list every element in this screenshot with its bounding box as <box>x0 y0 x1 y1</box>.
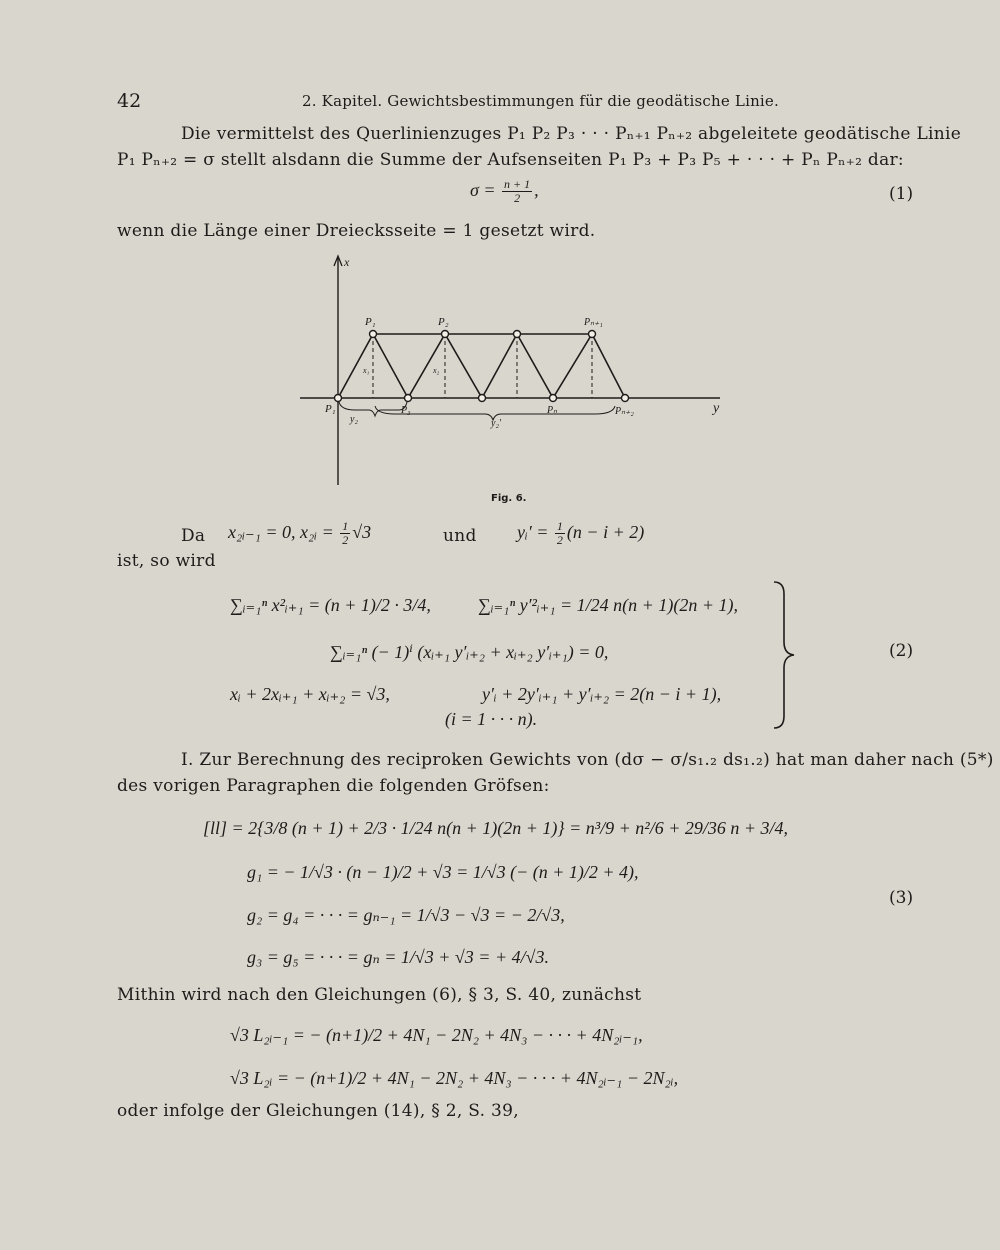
eq2-sum-x: ∑ᵢ₌₁ⁿ x²ᵢ₊₁ = (n + 1)/2 · 3/4, <box>230 595 431 615</box>
fig-label-y2-prime: y₂′ <box>491 418 502 429</box>
paragraph-1-line-2: P₁ Pₙ₊₂ = σ stellt alsdann die Summe der Aufsenseiten P₁ P₃ + P₃ P₅ + · · · + Pₙ Pₙ₊₂ dar: <box>117 150 904 170</box>
paragraph-3-da: Da <box>181 526 206 546</box>
paragraph-2: wenn die Länge einer Dreiecksseite = 1 gesetzt wird. <box>117 221 596 241</box>
fig-label-pn2: Pₙ₊₂ <box>615 406 634 417</box>
fig-label-x1: x₁ <box>363 366 370 375</box>
paragraph-4-line-1: I. Zur Berechnung des reciproken Gewichts von (dσ − σ/s₁.₂ ds₁.₂) hat man daher nach (5*) <box>181 750 994 770</box>
triangle-zigzag <box>338 334 625 398</box>
paragraph-5: Mithin wird nach den Gleichungen (6), § 3, S. 40, zunächst <box>117 985 642 1005</box>
eq2-y-relation: y′ᵢ + 2y′ᵢ₊₁ + y′ᵢ₊₂ = 2(n − i + 1), <box>482 684 722 704</box>
page-number: 42 <box>117 90 142 112</box>
paragraph-4-line-2: des vorigen Paragraphen die folgenden Gröfsen: <box>117 776 550 796</box>
eq1-lhs: σ = <box>470 179 496 200</box>
eq1-tail: , <box>534 179 539 200</box>
eq3-g1: g₁ = − 1/√3 · (n − 1)/2 + √3 = 1/√3 (− (n + 1)/2 + 4), <box>247 862 639 882</box>
eq3-g-even: g₂ = g₄ = · · · = gₙ₋₁ = 1/√3 − √3 = − 2/√3, <box>247 905 565 925</box>
running-title: 2. Kapitel. Gewichtsbestimmungen für die geodätische Linie. <box>302 92 779 110</box>
eq2-sum-y: ∑ᵢ₌₁ⁿ y′²ᵢ₊₁ = 1/24 n(n + 1)(2n + 1), <box>478 595 738 615</box>
paragraph-1-line-1: Die vermittelst des Querlinienzuges P₁ P₂ P₃ · · · Pₙ₊₁ Pₙ₊₂ abgeleitete geodätische Linie <box>181 124 962 144</box>
fig-label-y2: y₂ <box>350 414 358 425</box>
eq1-fraction <box>502 178 532 205</box>
vertex-top <box>370 331 377 338</box>
equation-3-label: (3) <box>889 888 914 908</box>
paragraph-3-equation-b <box>517 520 644 547</box>
eq1-numerator: n + 1 <box>504 177 531 191</box>
vertex-bottom <box>479 395 486 402</box>
y-prime-rhs: (n − i + 2) <box>566 521 645 542</box>
fig-label-pn1: Pₙ₊₁ <box>584 317 603 328</box>
half-num: 1 <box>556 519 563 533</box>
vertex-p2 <box>442 331 449 338</box>
vertex-p1 <box>335 395 342 402</box>
eq4-l-odd: √3 L₂ᵢ₋₁ = − (n+1)/2 + 4N₁ − 2N₂ + 4N₃ − · · · + 4N₂ᵢ₋₁, <box>230 1025 643 1045</box>
paragraph-3-equation-a <box>228 520 371 547</box>
vertex-top <box>514 331 521 338</box>
x-equations: x₂ᵢ₋₁ = 0, x₂ᵢ = <box>228 521 334 542</box>
y-prime-lhs: yᵢ′ = <box>517 521 549 542</box>
vertex-pn <box>550 395 557 402</box>
half-num: 1 <box>342 519 349 533</box>
fig-label-x: x <box>344 255 350 269</box>
fig-label-p3: P₃ <box>401 405 411 416</box>
eq2-index-range: (i = 1 · · · n). <box>445 709 538 729</box>
equation-1 <box>470 178 539 205</box>
eq3-ll: [ll] = 2{3/8 (n + 1) + 2/3 · 1/24 n(n + 1)(2n + 1)} = n³/9 + n²/6 + 29/36 n + 3/4, <box>203 818 788 838</box>
half-den: 2 <box>342 533 349 548</box>
fig-label-p2: P₂ <box>438 316 449 328</box>
eq2-alternating-sum: ∑ᵢ₌₁ⁿ (− 1)ⁱ (xᵢ₊₁ y′ᵢ₊₂ + xᵢ₊₂ y′ᵢ₊₁) = 0, <box>330 642 609 662</box>
fig-label-y: y <box>713 401 720 416</box>
fig-label-p1-top: P₁ <box>365 316 376 328</box>
fig-label-p1-bottom: P₁ <box>325 403 336 415</box>
eq4-l-even: √3 L₂ᵢ = − (n+1)/2 + 4N₁ − 2N₂ + 4N₃ − · · · + 4N₂ᵢ₋₁ − 2N₂ᵢ, <box>230 1068 679 1088</box>
equation-2-label: (2) <box>889 641 914 661</box>
equation-1-label: (1) <box>889 184 914 204</box>
vertex-pn1 <box>589 331 596 338</box>
vertex-p3 <box>405 395 412 402</box>
figure-6 <box>295 250 735 490</box>
vertex-pn2 <box>622 395 629 402</box>
figure-caption: Fig. 6. <box>491 493 527 504</box>
sqrt3: √3 <box>352 521 372 542</box>
eq1-denominator: 2 <box>514 191 521 206</box>
one-half-fraction <box>340 520 350 547</box>
show-through-text <box>120 200 124 215</box>
one-half-fraction <box>555 520 565 547</box>
fig-label-x2: x₂ <box>433 366 440 375</box>
paragraph-3-und: und <box>443 526 477 546</box>
paragraph-3-line-2: ist, so wird <box>117 551 216 571</box>
right-curly-brace <box>770 580 800 730</box>
eq2-x-relation: xᵢ + 2xᵢ₊₁ + xᵢ₊₂ = √3, <box>230 684 390 704</box>
fig-label-pn: Pₙ <box>547 405 558 416</box>
half-den: 2 <box>556 533 563 548</box>
eq3-g-odd: g₃ = g₅ = · · · = gₙ = 1/√3 + √3 = + 4/√3. <box>247 947 549 967</box>
paragraph-6: oder infolge der Gleichungen (14), § 2, S. 39, <box>117 1101 519 1121</box>
